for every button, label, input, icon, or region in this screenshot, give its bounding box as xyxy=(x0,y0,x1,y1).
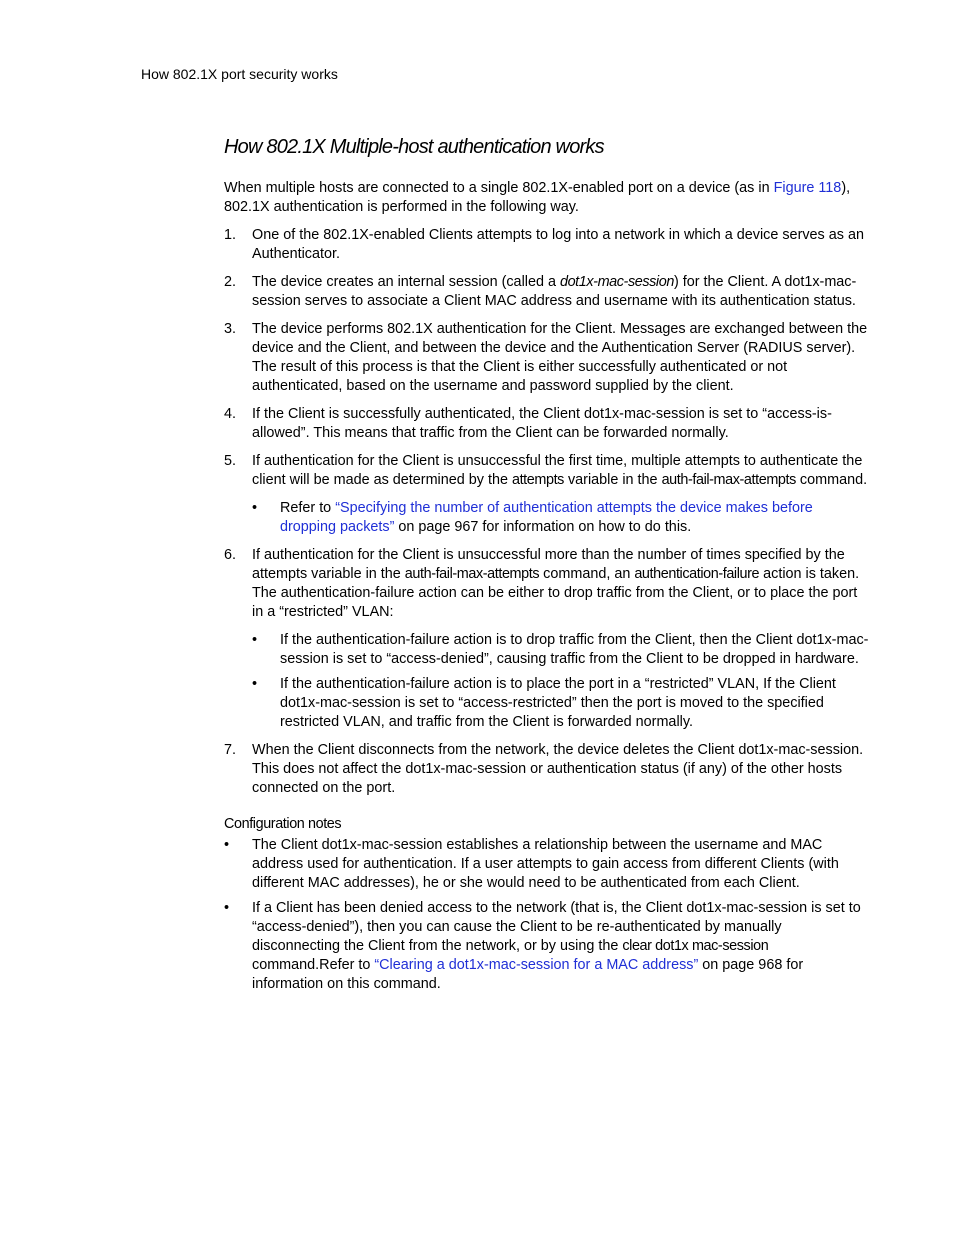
step-3 xyxy=(224,320,870,396)
auth-fail-command: auth-fail-max-attempts xyxy=(661,472,796,488)
bullet-text: Refer to xyxy=(280,500,336,516)
note-text: command.Refer to xyxy=(252,957,375,973)
note-text: If a Client has been denied access to the network (that is, the Client dot1x-mac-session is set to “access-denied”), then you can cause the Client to be re-authenticated by manually disconnecting the Client from the network, or by using the xyxy=(252,900,861,954)
list-item xyxy=(252,675,870,732)
bullet-icon: • xyxy=(252,500,258,516)
step-text: The device performs 802.1X authentication for the Client. Messages are exchanged between the device and the Client, and between the device and the Authentication Server (RADIUS server). The result of this process is that the Client is either successfully authenticated or not authenticated, based on the username and password supplied by the client. xyxy=(252,321,868,394)
figure-link[interactable]: Figure 118 xyxy=(773,180,842,196)
auth-failure-term: authentication-failure xyxy=(634,566,760,582)
list-item xyxy=(252,631,870,669)
attempts-term: attempts xyxy=(511,472,564,488)
step-text: variable in the xyxy=(563,472,662,488)
step-number: 4. xyxy=(224,406,237,422)
step-number: 2. xyxy=(224,274,237,290)
intro-text: When multiple hosts are connected to a single 802.1X-enabled port on a device (as in xyxy=(224,180,774,196)
intro-text-end: ), 802.1X authentication is performed in the following way. xyxy=(224,180,851,215)
step-number: 1. xyxy=(224,227,237,243)
step-text: If authentication for the Client is unsuccessful the first time, multiple attempts to authenticate the client will be made as determined by the xyxy=(252,453,863,488)
step-text: command. xyxy=(795,472,868,488)
configuration-notes-title: Configuration notes xyxy=(224,816,342,832)
step-5-bullets xyxy=(252,499,870,537)
step-text: ) for the Client. A dot1x-mac-session serves to associate a Client MAC address and username with its authentication status. xyxy=(252,274,857,309)
step-2 xyxy=(224,273,870,311)
running-header: How 802.1X port security works xyxy=(141,66,338,82)
step-6 xyxy=(224,546,870,732)
clearing-session-link[interactable]: “Clearing a dot1x-mac-session for a MAC address” xyxy=(374,957,699,973)
step-5 xyxy=(224,452,870,537)
list-item xyxy=(224,899,870,994)
intro-paragraph xyxy=(224,179,870,217)
session-term: dot1x-mac-session xyxy=(559,274,674,290)
step-4 xyxy=(224,405,870,443)
note-text: on page 968 for information on this command. xyxy=(252,957,804,992)
list-item xyxy=(224,836,870,893)
step-text: When the Client disconnects from the network, the device deletes the Client dot1x-mac-session. This does not affect the dot1x-mac-session or authentication status (if any) of the other hosts connected on the port. xyxy=(252,742,864,796)
list-item xyxy=(252,499,870,537)
auth-attempts-link[interactable]: “Specifying the number of authentication attempts the device makes before dropping packets” xyxy=(280,500,813,535)
step-number: 5. xyxy=(224,453,237,469)
bullet-icon: • xyxy=(224,900,230,916)
steps-list xyxy=(224,226,870,798)
step-text: If authentication for the Client is unsuccessful more than the number of times specified by the attempts variable in the xyxy=(252,547,845,582)
step-text: The device creates an internal session (called a xyxy=(252,274,560,290)
step-7 xyxy=(224,741,870,798)
clear-command: clear dot1x mac-session xyxy=(622,938,769,954)
step-6-bullets xyxy=(252,631,870,732)
step-text: command, an xyxy=(539,566,635,582)
configuration-notes-list xyxy=(224,836,870,994)
bullet-text: on page 967 for information on how to do this. xyxy=(394,519,692,535)
step-number: 3. xyxy=(224,321,237,337)
bullet-icon: • xyxy=(252,632,258,648)
step-text: One of the 802.1X-enabled Clients attempts to log into a network in which a device serves as an Authenticator. xyxy=(252,227,864,262)
auth-fail-command: auth-fail-max-attempts xyxy=(404,566,540,582)
section-title: How 802.1X Multiple-host authentication works xyxy=(224,136,604,158)
step-number: 7. xyxy=(224,742,237,758)
step-text: action is taken. The authentication-failure action can be either to drop traffic from the Client, or to place the port in a “restricted” VLAN: xyxy=(252,566,860,620)
step-1 xyxy=(224,226,870,264)
bullet-text: If the authentication-failure action is to place the port in a “restricted” VLAN, If the Client dot1x-mac-session is set to “access-restricted” then the port is moved to the specified restricted VLAN, and traffic from the Client is forwarded normally. xyxy=(280,676,836,730)
step-text: If the Client is successfully authenticated, the Client dot1x-mac-session is set to “access-is-allowed”. This means that traffic from the Client can be forwarded normally. xyxy=(252,406,832,441)
main-content xyxy=(224,134,870,1000)
bullet-icon: • xyxy=(224,837,230,853)
step-number: 6. xyxy=(224,547,237,563)
bullet-icon: • xyxy=(252,676,258,692)
note-text: The Client dot1x-mac-session establishes a relationship between the username and MAC address used for authentication. If a user attempts to gain access from different Clients (with different MAC addresses), he or she would need to be authenticated from each Client. xyxy=(252,837,839,891)
bullet-text: If the authentication-failure action is to drop traffic from the Client, then the Client dot1x-mac-session is set to “access-denied”, causing traffic from the Client to be dropped in hardware. xyxy=(280,632,869,667)
